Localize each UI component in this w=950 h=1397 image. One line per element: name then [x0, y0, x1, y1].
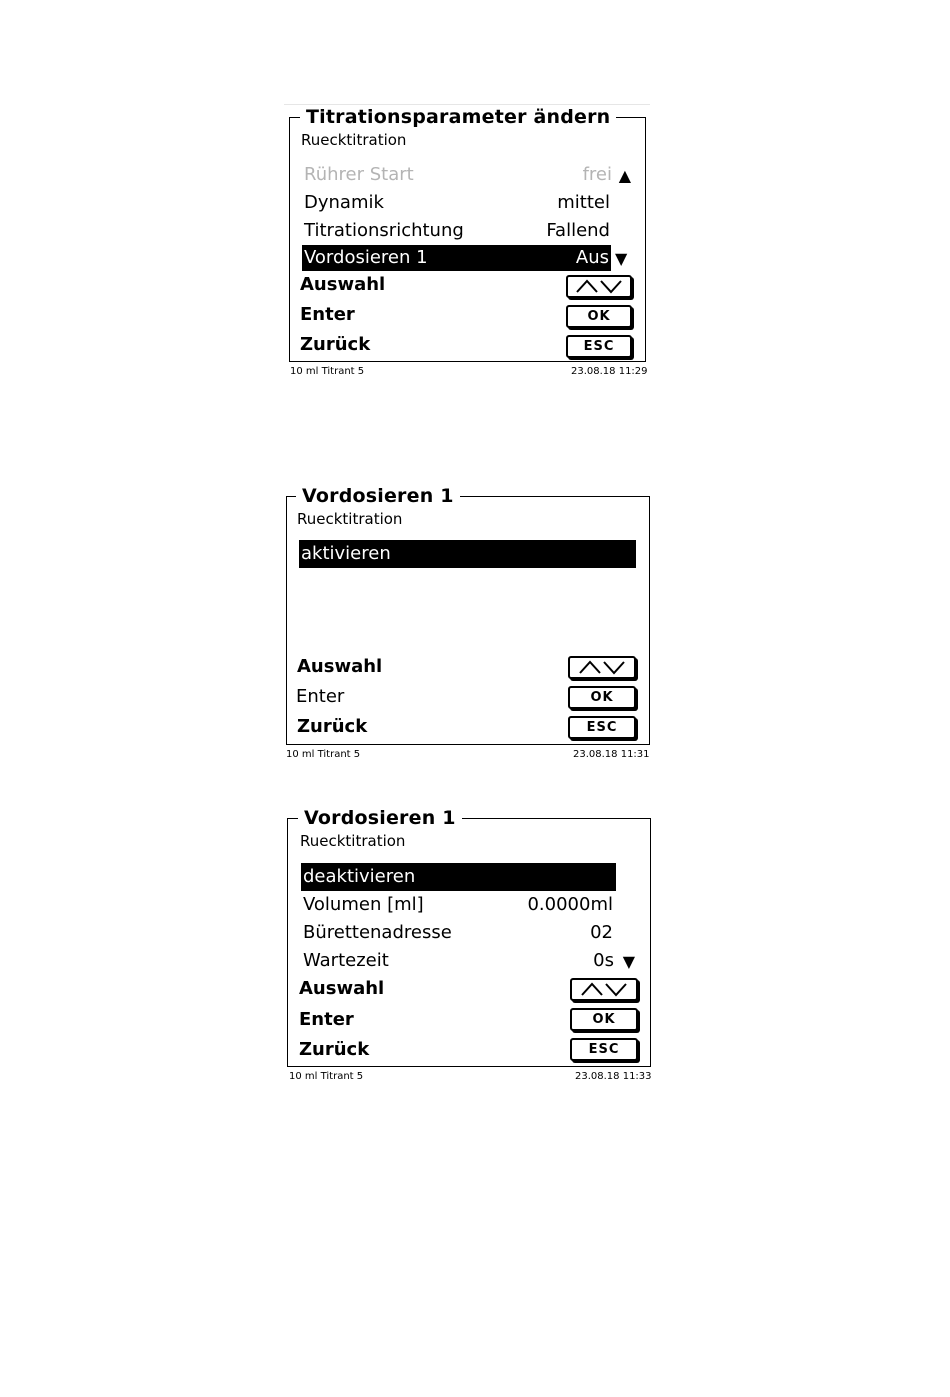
menu-item-value: 0s: [593, 950, 614, 971]
ok-button-label: OK: [590, 690, 614, 705]
menu-item-wartezeit[interactable]: [301, 948, 636, 974]
ok-button-label: OK: [592, 1012, 616, 1027]
footer-datetime: 23.08.18 11:31: [573, 749, 650, 760]
menu-item-vordosieren-1[interactable]: [302, 245, 611, 271]
menu-item-volumen[interactable]: [301, 892, 636, 918]
screen-title: Vordosieren 1: [298, 808, 462, 828]
screen-subtitle: Ruecktitration: [297, 510, 403, 528]
screen-title: Vordosieren 1: [296, 486, 460, 506]
menu-item-label: Wartezeit: [303, 950, 389, 971]
footer-titrant: 10 ml Titrant 5: [290, 366, 365, 377]
scroll-up-icon: ▲: [618, 166, 631, 185]
up-down-key[interactable]: [566, 275, 632, 298]
scroll-down-icon: ▼: [615, 249, 628, 268]
screen-subtitle: Ruecktitration: [300, 832, 406, 850]
menu-item-ruehrer-start[interactable]: [302, 162, 632, 188]
ok-button[interactable]: [570, 1008, 638, 1031]
key-label-auswahl: Auswahl: [297, 656, 383, 677]
ok-button[interactable]: [568, 686, 636, 709]
chevron-up-down-icon: [568, 277, 630, 296]
menu-item-label: Rührer Start: [304, 164, 414, 185]
screen-subtitle: Ruecktitration: [301, 131, 407, 149]
menu-item-value: 0.0000ml: [527, 894, 613, 915]
menu-item-value: frei: [582, 164, 612, 185]
screen-vordosieren-settings: [287, 808, 651, 1067]
esc-button[interactable]: [568, 716, 636, 739]
up-down-key[interactable]: [568, 656, 636, 679]
chevron-up-down-icon: [570, 658, 634, 677]
key-label-enter: Enter: [300, 304, 355, 325]
menu-item-dynamik[interactable]: [302, 190, 632, 216]
key-label-zurueck: Zurück: [297, 716, 368, 737]
footer-titrant: 10 ml Titrant 5: [286, 749, 361, 760]
key-label-zurueck: Zurück: [299, 1039, 370, 1060]
menu-item-label: Bürettenadresse: [303, 922, 452, 943]
key-label-enter: Enter: [296, 686, 345, 707]
menu-item-value: Fallend: [546, 220, 610, 241]
menu-item-value: mittel: [557, 192, 610, 213]
menu-item-deaktivieren[interactable]: [301, 863, 616, 891]
menu-item-label: deaktivieren: [303, 866, 416, 887]
menu-item-value: Aus: [575, 247, 609, 268]
menu-item-titrationsrichtung[interactable]: [302, 218, 632, 244]
key-label-auswahl: Auswahl: [300, 274, 386, 295]
menu-item-buerettenadresse[interactable]: [301, 920, 636, 946]
esc-button-label: ESC: [588, 1042, 620, 1057]
key-label-auswahl: Auswahl: [299, 978, 385, 999]
divider-line: [284, 104, 650, 105]
menu-item-label: Titrationsrichtung: [304, 220, 464, 241]
key-label-zurueck: Zurück: [300, 334, 371, 355]
esc-button[interactable]: [570, 1038, 638, 1061]
ok-button[interactable]: [566, 305, 632, 328]
esc-button-label: ESC: [583, 339, 615, 354]
ok-button-label: OK: [587, 309, 611, 324]
screen-vordosieren-activate: [286, 486, 650, 745]
footer-titrant: 10 ml Titrant 5: [289, 1071, 364, 1082]
screen-title: Titrationsparameter ändern: [300, 107, 616, 127]
menu-item-label: Volumen [ml]: [303, 894, 424, 915]
footer-datetime: 23.08.18 11:33: [575, 1071, 652, 1082]
key-label-enter: Enter: [299, 1009, 354, 1030]
menu-item-label: aktivieren: [301, 543, 391, 564]
screen-titration-parameters: [289, 107, 646, 362]
menu-item-label: Vordosieren 1: [304, 247, 428, 268]
menu-item-aktivieren[interactable]: [299, 540, 636, 568]
chevron-up-down-icon: [572, 980, 636, 999]
esc-button[interactable]: [566, 335, 632, 358]
menu-item-value: 02: [590, 922, 613, 943]
up-down-key[interactable]: [570, 978, 638, 1001]
menu-item-label: Dynamik: [304, 192, 384, 213]
esc-button-label: ESC: [586, 720, 618, 735]
footer-datetime: 23.08.18 11:29: [571, 366, 648, 377]
scroll-down-icon: ▼: [622, 952, 635, 971]
